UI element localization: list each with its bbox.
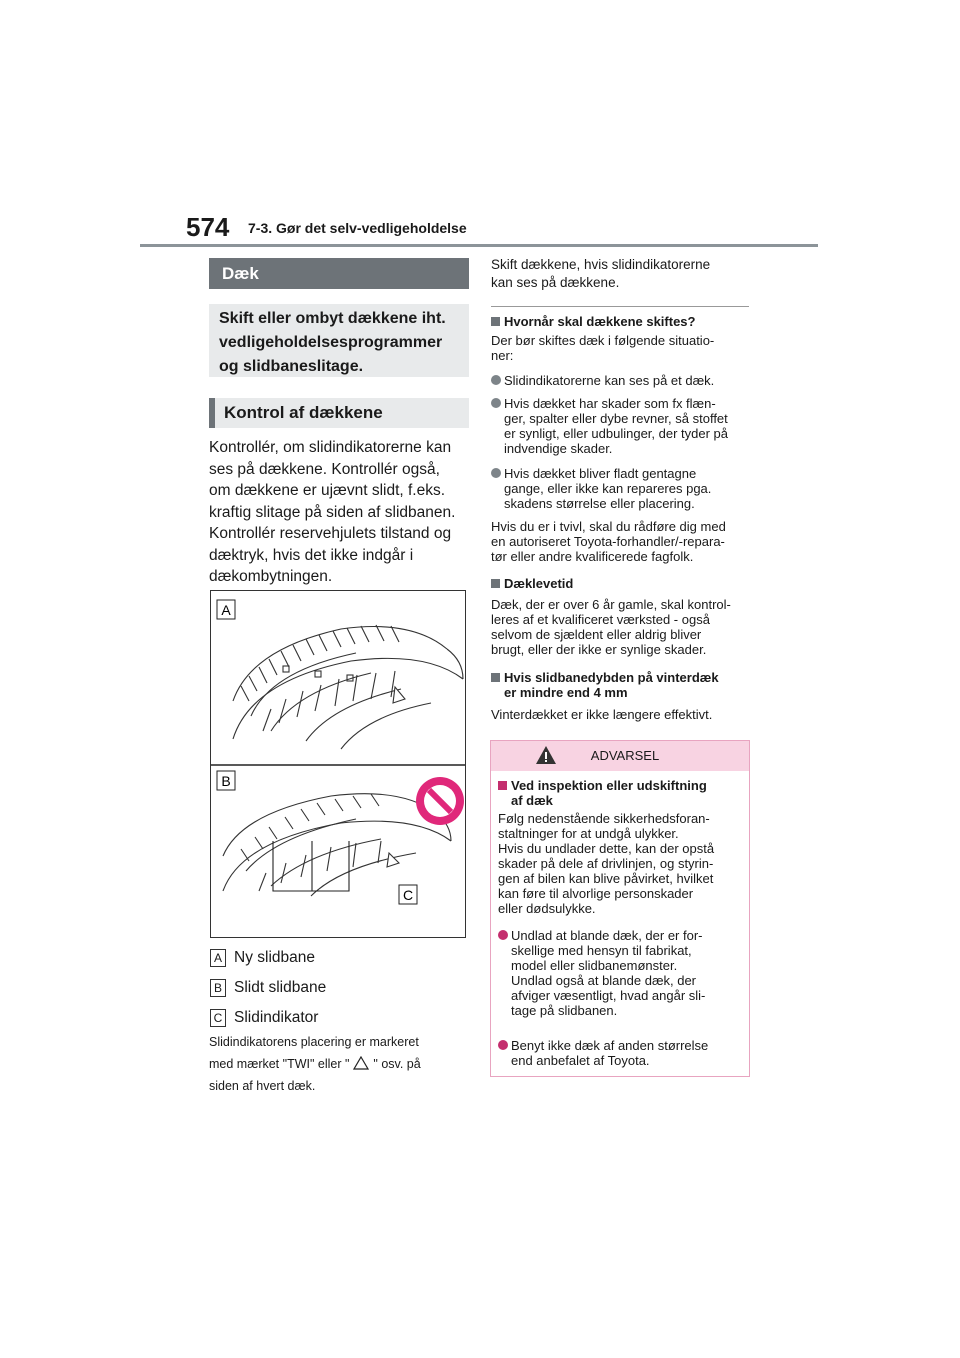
subheading: Kontrol af dækkene — [209, 398, 469, 428]
text-line: Hvis dækket har skader som fx flæn- — [504, 396, 716, 411]
prohibited-icon — [416, 777, 464, 825]
text-line: tage på slidbanen. — [511, 1003, 618, 1018]
chapter-heading: Dæk — [209, 258, 469, 289]
text-line: staltninger for at undgå ulykker. — [498, 826, 679, 841]
warning-bullet-2 — [498, 1038, 756, 1068]
winter-text: Vinterdækket er ikke længere effektivt. — [491, 707, 713, 722]
text-line: ner: — [491, 348, 514, 363]
intro-box — [209, 304, 469, 377]
bullet-icon — [491, 375, 501, 385]
text-line: eller dødsulykke. — [498, 901, 596, 916]
text-line: Undlad at blande dæk, der er for- — [511, 928, 703, 943]
legend-letter: C — [210, 1009, 226, 1027]
square-bullet-icon — [491, 317, 500, 326]
text-line: kan ses på dækkene. — [491, 275, 620, 290]
intro-line: Skift eller ombyt dækkene iht. — [219, 310, 446, 327]
note-line — [209, 1053, 471, 1075]
text-line: Hvis du undlader dette, kan der opstå — [498, 841, 715, 856]
text-line: brugt, eller der ikke er synlige skader. — [491, 642, 707, 657]
figure-label-c: C — [402, 887, 414, 903]
page-number: 574 — [186, 212, 230, 242]
legend-text: Slidindikator — [234, 1009, 319, 1026]
text-line: tør eller andre kvalificerede fagfolk. — [491, 549, 694, 564]
worn-tread-tire — [223, 794, 451, 896]
life-text — [491, 597, 751, 657]
intro-line: vedligeholdelsesprogrammer — [219, 334, 443, 351]
text-line: indvendige skader. — [504, 441, 613, 456]
when-heading: Hvornår skal dækkene skiftes? — [491, 314, 762, 329]
body-line: dækombytningen. — [209, 568, 333, 585]
text-line: Dæk, der er over 6 år gamle, skal kontrol- — [491, 597, 731, 612]
text-line: Hvis du er i tvivl, skal du rådføre dig med — [491, 519, 726, 534]
legend-letter: B — [210, 979, 226, 997]
text-line: Slidindikatorerne kan ses på et dæk. — [504, 373, 715, 388]
legend-item-c — [210, 1008, 318, 1028]
text-line: gange, eller ikke kan repareres pga. — [504, 481, 712, 496]
when-bullet-1 — [491, 373, 762, 388]
note-line: Slidindikatorens placering er markeret — [209, 1035, 419, 1049]
warning-bullet-1 — [498, 928, 756, 1018]
text-line: afviger væsentligt, hvad angår sli- — [511, 988, 706, 1003]
legend-text: Ny slidbane — [234, 949, 315, 966]
legend-item-b — [210, 978, 326, 998]
text-line: er synligt, eller udbulinger, der tyder på — [504, 426, 729, 441]
text-line: skadens størrelse eller placering. — [504, 496, 695, 511]
text-line: Skift dækkene, hvis slidindikatorerne — [491, 257, 711, 272]
text-line: Der bør skiftes dæk i følgende situatio- — [491, 333, 715, 348]
square-bullet-icon — [498, 781, 507, 790]
text-line: ger, spalter eller dybe revner, så stoffet — [504, 411, 728, 426]
text-line: leres af et kvalificeret værksted - også — [491, 612, 710, 627]
warning-text — [498, 811, 743, 916]
text-line: Benyt ikke dæk af anden størrelse — [511, 1038, 709, 1053]
text-line: selvom de sjældent eller aldrig bliver — [491, 627, 702, 642]
when-intro — [491, 333, 749, 363]
figure-label-b: B — [221, 773, 231, 789]
note-text: " osv. på — [373, 1057, 421, 1071]
triangle-icon — [353, 1056, 369, 1070]
bullet-icon — [491, 398, 501, 408]
legend-item-a — [210, 948, 315, 968]
text-line: gen af bilen kan blive påvirket, hvilket — [498, 871, 714, 886]
warning-title: ADVARSEL — [590, 748, 660, 763]
bullet-icon — [498, 1040, 508, 1050]
section-title: 7-3. Gør det selv-vedligeholdelse — [248, 220, 467, 236]
tire-wear-figure — [210, 590, 466, 938]
legend-text: Slidt slidbane — [234, 979, 327, 996]
text-line: Undlad også at blande dæk, der — [511, 973, 697, 988]
text-line: model eller slidbanemønster. — [511, 958, 678, 973]
text-line: skellige med hensyn til fabrikat, — [511, 943, 692, 958]
when-outro — [491, 519, 749, 564]
body-line: Kontrollér, om slidindikatorerne kan — [209, 439, 452, 456]
legend-letter: A — [210, 949, 226, 967]
body-line: Kontrollér reservehjulets tilstand og — [209, 525, 452, 542]
note-line: siden af hvert dæk. — [209, 1079, 316, 1093]
note-text: med mærket "TWI" eller " — [209, 1057, 350, 1071]
figure-label-a: A — [221, 602, 231, 618]
body-line: kraftig slitage på siden af slidbanen. — [209, 503, 456, 521]
body-line: dæktryk, hvis det ikke indgår i — [209, 546, 414, 564]
body-line: ses på dækkene. Kontrollér også, — [209, 460, 440, 478]
square-bullet-icon — [491, 579, 500, 588]
body-paragraph — [209, 437, 469, 588]
replace-intro — [491, 256, 749, 292]
bullet-icon — [498, 930, 508, 940]
bullet-icon — [491, 468, 501, 478]
text-line: Hvis dækket bliver fladt gentagne — [504, 466, 697, 481]
life-heading: Dæklevetid — [491, 576, 762, 591]
square-bullet-icon — [491, 673, 500, 682]
new-tread-tire — [233, 625, 463, 749]
when-bullet-3 — [491, 466, 762, 511]
indicator-note — [209, 1031, 471, 1097]
warning-heading: Ved inspektion eller udskiftning af dæk — [498, 778, 756, 808]
section-divider — [491, 306, 749, 307]
text-line: end anbefalet af Toyota. — [511, 1053, 650, 1068]
when-bullet-2 — [491, 396, 762, 456]
header-divider — [140, 244, 818, 247]
text-line: Følg nedenstående sikkerhedsforan- — [498, 811, 710, 826]
winter-heading: Hvis slidbanedybden på vinterdæk er mindre end 4 mm — [491, 670, 762, 700]
intro-line: og slidbaneslitage. — [219, 358, 364, 375]
text-line: skader på dele af drivlinjen, og styrin- — [498, 856, 714, 871]
text-line: kan føre til alvorlige personskader — [498, 886, 694, 901]
text-line: en autoriseret Toyota-forhandler/-repara- — [491, 534, 725, 549]
body-line: om dækkene er ujævnt slidt, f.eks. — [209, 482, 446, 499]
